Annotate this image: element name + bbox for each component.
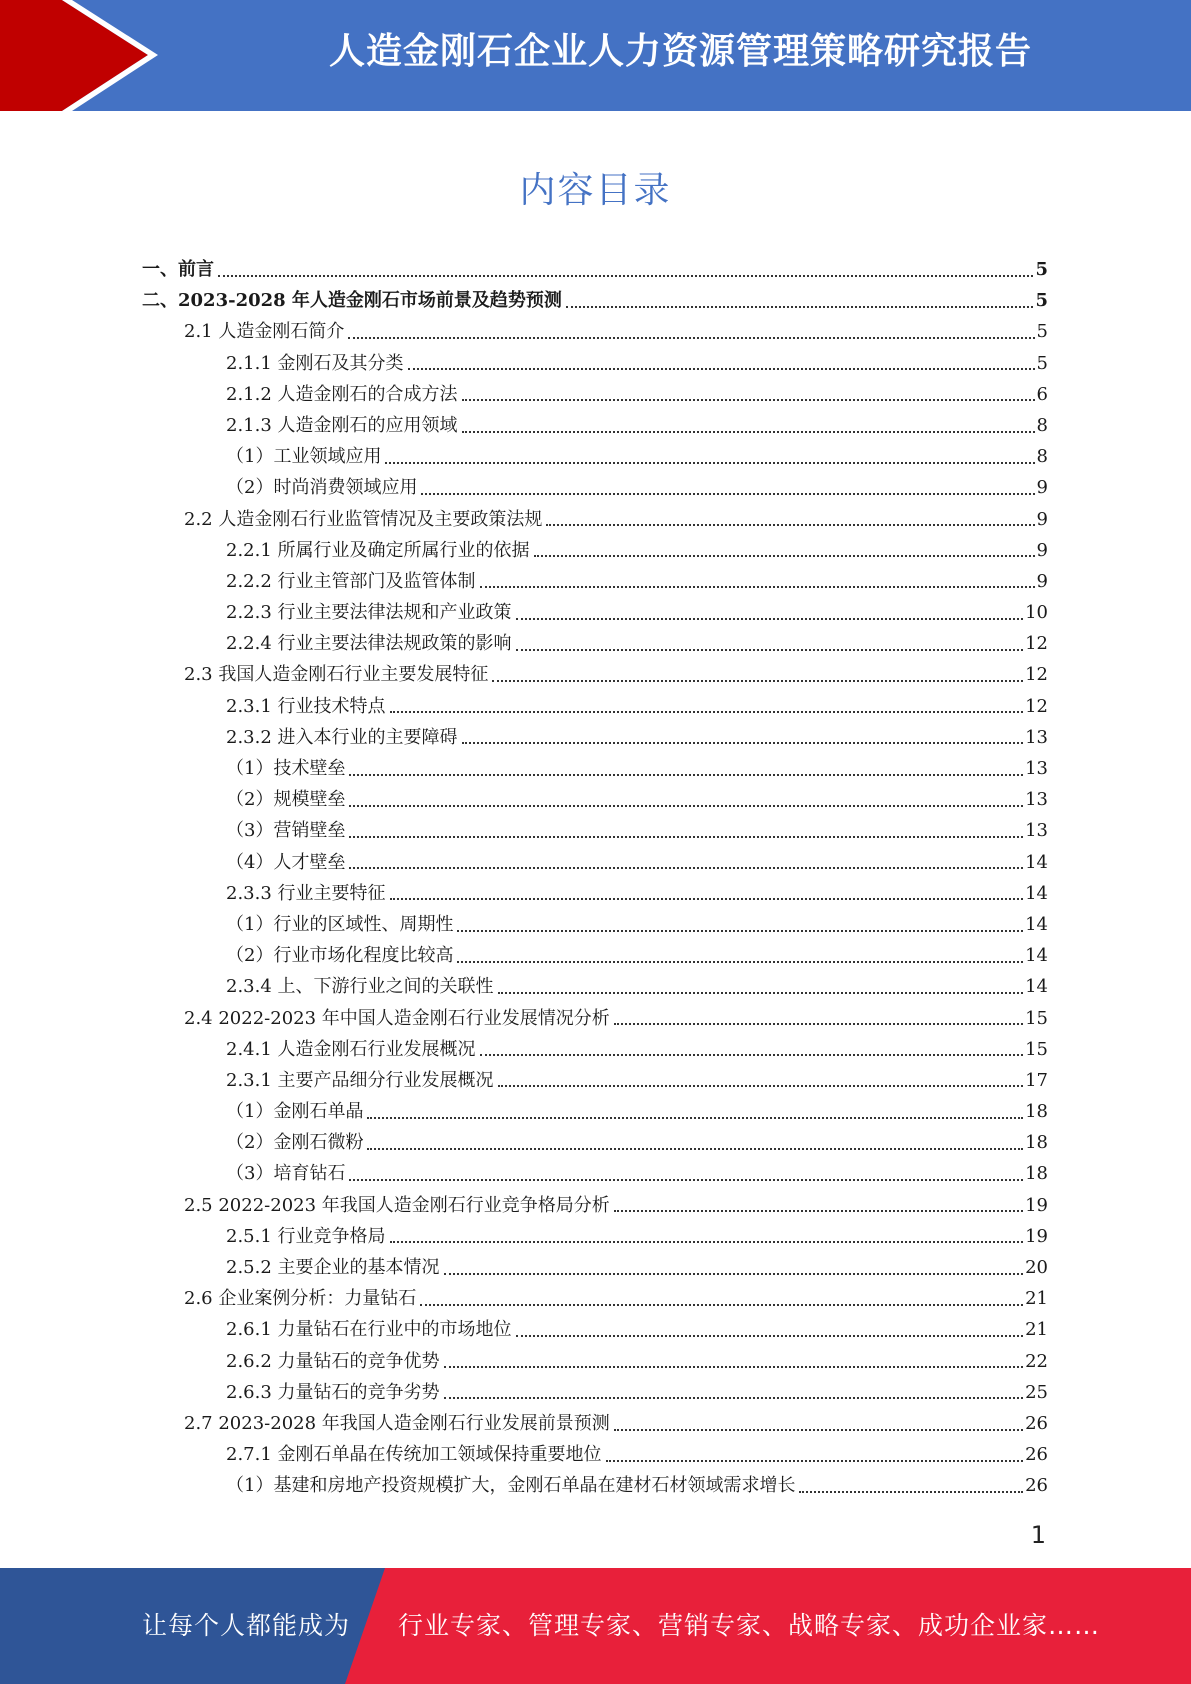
toc-entry-title: 2.5 2022-2023 年我国人造金刚石行业竞争格局分析 [184, 1194, 610, 1216]
toc-entry[interactable] [142, 1158, 1048, 1189]
toc-entry-title: 2.1.1 金刚石及其分类 [226, 352, 404, 374]
toc-entry-title: 2.3.2 进入本行业的主要障碍 [226, 726, 458, 748]
toc-entry-title: 2.6.2 力量钻石的竞争优势 [226, 1350, 440, 1372]
toc-entry-title: （2）时尚消费领域应用 [226, 477, 418, 499]
toc-entry[interactable] [142, 1127, 1048, 1158]
toc-dot-leader [498, 1085, 1024, 1087]
report-footer-banner [0, 1568, 1191, 1684]
toc-entry-title: （4）人才壁垒 [226, 851, 346, 873]
toc-entry[interactable] [142, 1221, 1048, 1252]
toc-entry-page: 20 [1025, 1257, 1048, 1278]
toc-entry-title: （2）规模壁垒 [226, 789, 346, 811]
toc-dot-leader [390, 711, 1024, 713]
toc-entry[interactable] [142, 379, 1048, 410]
toc-dot-leader [462, 742, 1024, 744]
toc-entry-page: 5 [1036, 321, 1048, 343]
toc-entry-page: 9 [1036, 477, 1048, 499]
toc-entry-title: （1）工业领域应用 [226, 446, 382, 468]
toc-entry[interactable] [142, 566, 1048, 597]
toc-entry-page: 18 [1025, 1101, 1048, 1123]
toc-entry[interactable] [142, 285, 1048, 316]
toc-dot-leader [516, 1335, 1024, 1337]
toc-dot-leader [606, 1460, 1024, 1462]
toc-entry-page: 8 [1036, 446, 1048, 468]
toc-entry[interactable] [142, 1283, 1048, 1314]
toc-dot-leader [218, 275, 1033, 277]
report-title: 人造金刚石企业人力资源管理策略研究报告 [328, 31, 1032, 72]
toc-entry-title: 2.6.3 力量钻石的竞争劣势 [226, 1381, 440, 1403]
toc-entry-title: 2.3.3 行业主要特征 [226, 882, 386, 904]
toc-entry-title: 2.1.2 人造金刚石的合成方法 [226, 383, 458, 405]
toc-entry-page: 12 [1025, 633, 1048, 655]
toc-entry-title: 2.3.1 主要产品细分行业发展概况 [226, 1069, 494, 1091]
toc-entry-title: 二、2023-2028 年人造金刚石市场前景及趋势预测 [142, 290, 562, 312]
toc-dot-leader [457, 930, 1023, 932]
footer-slogan-right: 行业专家、管理专家、营销专家、战略专家、成功企业家…… [398, 1611, 1101, 1640]
toc-entry-page: 13 [1025, 820, 1048, 842]
toc-entry-page: 6 [1036, 383, 1048, 405]
toc-entry[interactable] [142, 535, 1048, 566]
toc-dot-leader [462, 431, 1035, 433]
toc-entry-page: 9 [1036, 570, 1048, 592]
toc-entry[interactable] [142, 940, 1048, 971]
toc-entry-title: 2.3 我国人造金刚石行业主要发展特征 [184, 664, 489, 686]
toc-entry-title: （2）行业市场化程度比较高 [226, 945, 454, 967]
toc-dot-leader [480, 1054, 1024, 1056]
toc-entry-title: 2.6.1 力量钻石在行业中的市场地位 [226, 1319, 512, 1341]
toc-heading: 内容目录 [519, 170, 672, 211]
table-of-contents [142, 254, 1048, 1502]
toc-entry[interactable] [142, 254, 1048, 285]
toc-entry[interactable] [142, 691, 1048, 722]
toc-entry-page: 9 [1036, 508, 1048, 530]
toc-entry[interactable] [142, 815, 1048, 846]
toc-entry[interactable] [142, 628, 1048, 659]
report-header-banner [0, 0, 1191, 111]
toc-entry[interactable] [142, 441, 1048, 472]
footer-slogan-left: 让每个人都能成为 [142, 1611, 351, 1640]
toc-dot-leader [367, 1117, 1023, 1119]
toc-entry-title: 2.3.4 上、下游行业之间的关联性 [226, 976, 494, 998]
toc-dot-leader [462, 399, 1035, 401]
toc-dot-leader [444, 1397, 1024, 1399]
toc-dot-leader [348, 337, 1034, 339]
toc-dot-leader [444, 1366, 1024, 1368]
toc-entry[interactable] [142, 1096, 1048, 1127]
toc-entry-title: （1）技术壁垒 [226, 758, 346, 779]
toc-dot-leader [421, 493, 1034, 495]
toc-entry[interactable] [142, 472, 1048, 503]
toc-dot-leader [534, 555, 1035, 557]
toc-entry-title: 2.4 2022-2023 年中国人造金刚石行业发展情况分析 [184, 1007, 610, 1029]
toc-entry-title: 2.2.3 行业主要法律法规和产业政策 [226, 602, 512, 624]
toc-dot-leader [516, 618, 1024, 620]
toc-entry-page: 5 [1036, 352, 1048, 374]
toc-entry[interactable] [142, 909, 1048, 940]
toc-entry[interactable] [142, 316, 1048, 347]
toc-dot-leader [385, 462, 1034, 464]
toc-entry-title: （1）基建和房地产投资规模扩大，金刚石单晶在建材石材领域需求增长 [226, 1475, 796, 1497]
toc-entry-page: 26 [1025, 1444, 1048, 1466]
toc-entry[interactable] [142, 1314, 1048, 1345]
toc-entry-page: 22 [1025, 1350, 1048, 1372]
toc-entry-title: （1）行业的区域性、周期性 [226, 913, 454, 935]
toc-entry-page: 15 [1025, 1007, 1048, 1029]
toc-entry-title: 一、前言 [142, 259, 214, 280]
toc-entry-page: 18 [1025, 1132, 1048, 1154]
toc-dot-leader [390, 898, 1024, 900]
toc-entry-page: 13 [1025, 758, 1048, 779]
toc-dot-leader [566, 306, 1034, 308]
toc-entry[interactable] [142, 722, 1048, 753]
toc-entry-page: 14 [1025, 851, 1048, 873]
toc-entry-page: 12 [1025, 695, 1048, 717]
toc-entry[interactable] [142, 348, 1048, 379]
toc-entry-page: 15 [1025, 1038, 1048, 1060]
toc-dot-leader [614, 1210, 1023, 1212]
toc-entry-title: 2.5.1 行业竞争格局 [226, 1225, 386, 1247]
toc-dot-leader [390, 1241, 1024, 1243]
toc-entry-page: 5 [1035, 259, 1048, 280]
toc-dot-leader [614, 1023, 1023, 1025]
toc-entry-title: 2.1.3 人造金刚石的应用领域 [226, 414, 458, 436]
toc-dot-leader [349, 867, 1023, 869]
toc-entry[interactable] [142, 753, 1048, 784]
toc-dot-leader [367, 1148, 1023, 1150]
toc-entry-page: 19 [1025, 1194, 1048, 1216]
toc-dot-leader [349, 1179, 1023, 1181]
toc-entry-page: 5 [1035, 290, 1048, 312]
toc-entry-title: 2.2.4 行业主要法律法规政策的影响 [226, 633, 512, 655]
toc-entry-page: 8 [1036, 414, 1048, 436]
toc-dot-leader [420, 1304, 1023, 1306]
toc-entry-title: 2.7 2023-2028 年我国人造金刚石行业发展前景预测 [184, 1412, 610, 1434]
toc-dot-leader [444, 1273, 1024, 1275]
toc-entry-title: 2.1 人造金刚石简介 [184, 321, 345, 343]
toc-dot-leader [498, 992, 1024, 994]
toc-entry-page: 14 [1025, 882, 1048, 904]
toc-entry[interactable] [142, 784, 1048, 815]
toc-entry-page: 17 [1025, 1069, 1048, 1091]
toc-dot-leader [408, 368, 1035, 370]
toc-entry-page: 18 [1025, 1163, 1048, 1185]
toc-dot-leader [349, 805, 1023, 807]
toc-entry[interactable] [142, 878, 1048, 909]
toc-entry-title: （2）金刚石微粉 [226, 1132, 364, 1154]
toc-entry[interactable] [142, 971, 1048, 1002]
toc-entry-page: 19 [1025, 1225, 1048, 1247]
toc-entry[interactable] [142, 1065, 1048, 1096]
toc-entry[interactable] [142, 1003, 1048, 1034]
toc-dot-leader [480, 586, 1035, 588]
toc-entry-title: （1）金刚石单晶 [226, 1101, 364, 1123]
toc-entry-title: 2.2.1 所属行业及确定所属行业的依据 [226, 539, 530, 561]
toc-entry-page: 14 [1025, 945, 1048, 967]
toc-entry-title: 2.4.1 人造金刚石行业发展概况 [226, 1038, 476, 1060]
toc-entry[interactable] [142, 847, 1048, 878]
toc-entry[interactable] [142, 597, 1048, 628]
toc-entry[interactable] [142, 1377, 1048, 1408]
toc-entry-page: 14 [1025, 913, 1048, 935]
toc-entry[interactable] [142, 1190, 1048, 1221]
toc-entry-title: 2.2.2 行业主管部门及监管体制 [226, 570, 476, 592]
toc-entry[interactable] [142, 1346, 1048, 1377]
toc-dot-leader [349, 836, 1023, 838]
toc-entry[interactable] [142, 1439, 1048, 1470]
toc-entry-title: 2.5.2 主要企业的基本情况 [226, 1257, 440, 1278]
toc-dot-leader [516, 649, 1024, 651]
page-number: 1 [1030, 1521, 1046, 1549]
toc-dot-leader [349, 774, 1023, 776]
toc-entry-page: 12 [1025, 664, 1048, 686]
toc-entry-page: 14 [1025, 976, 1048, 998]
toc-dot-leader [799, 1491, 1023, 1493]
toc-entry[interactable] [142, 1252, 1048, 1283]
toc-entry-page: 21 [1025, 1288, 1048, 1310]
toc-entry-title: 2.7.1 金刚石单晶在传统加工领域保持重要地位 [226, 1444, 602, 1466]
toc-entry[interactable] [142, 1408, 1048, 1439]
toc-dot-leader [492, 680, 1023, 682]
toc-dot-leader [614, 1429, 1023, 1431]
toc-entry-page: 13 [1025, 789, 1048, 811]
toc-entry-title: 2.2 人造金刚石行业监管情况及主要政策法规 [184, 508, 543, 530]
toc-entry-page: 13 [1025, 726, 1048, 748]
toc-entry[interactable] [142, 504, 1048, 535]
toc-entry[interactable] [142, 410, 1048, 441]
toc-entry-title: 2.3.1 行业技术特点 [226, 695, 386, 717]
toc-entry-page: 21 [1025, 1319, 1048, 1341]
toc-entry[interactable] [142, 1470, 1048, 1501]
toc-entry-page: 9 [1036, 539, 1048, 561]
toc-entry-title: （3）营销壁垒 [226, 820, 346, 842]
toc-entry-page: 26 [1025, 1412, 1048, 1434]
toc-entry-title: （3）培育钻石 [226, 1163, 346, 1185]
toc-entry-page: 26 [1025, 1475, 1048, 1497]
toc-entry-page: 25 [1025, 1381, 1048, 1403]
toc-entry[interactable] [142, 659, 1048, 690]
toc-entry-page: 10 [1025, 602, 1048, 624]
toc-entry[interactable] [142, 1034, 1048, 1065]
toc-dot-leader [457, 961, 1023, 963]
toc-dot-leader [546, 524, 1034, 526]
toc-entry-title: 2.6 企业案例分析：力量钻石 [184, 1288, 417, 1310]
